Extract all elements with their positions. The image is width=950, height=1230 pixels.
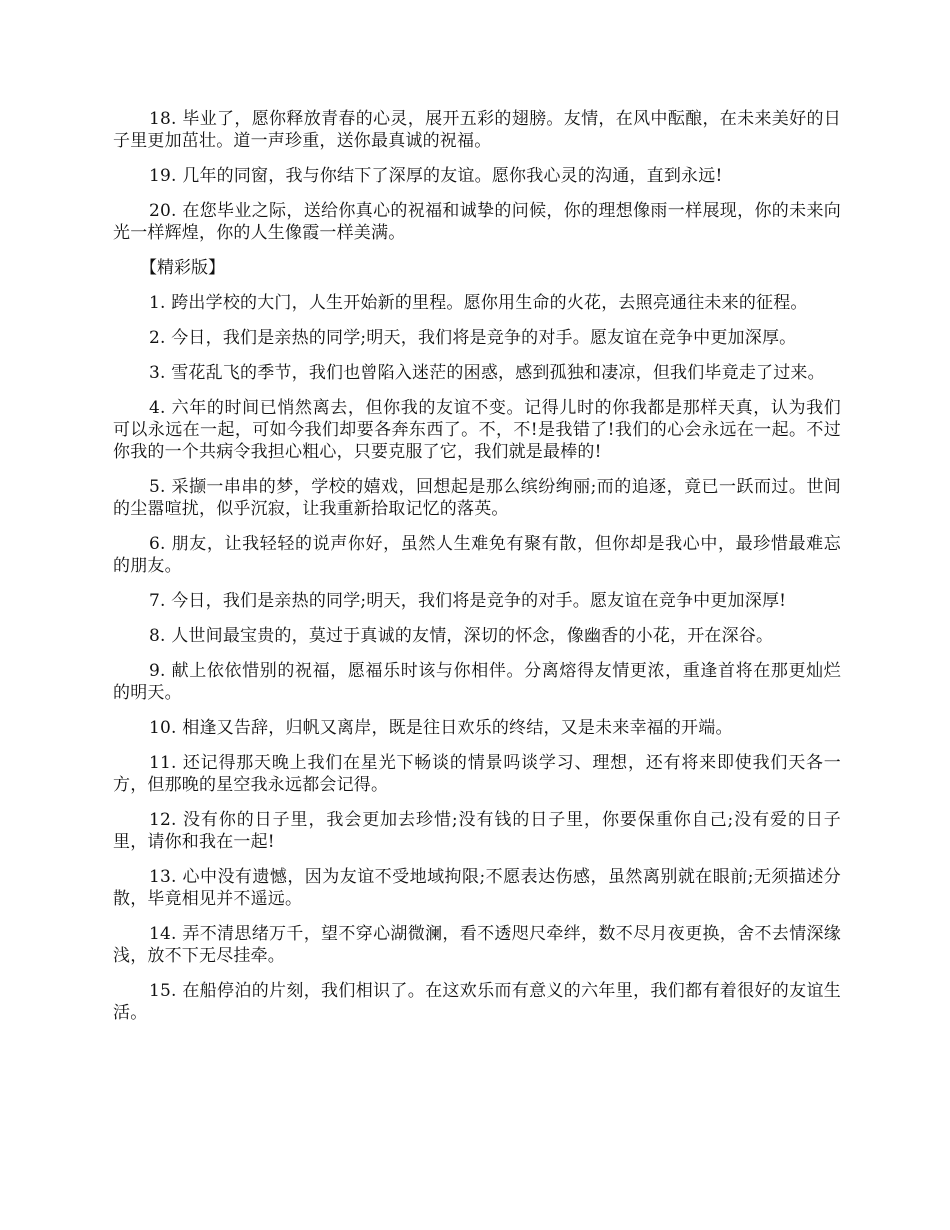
paragraph-18: 18. 毕业了，愿你释放青春的心灵，展开五彩的翅膀。友情，在风中酝酿，在未来美好的日子里更加茁壮。道一声珍重，送你最真诚的祝福。 xyxy=(113,109,841,151)
document-body xyxy=(113,108,841,1037)
paragraph-2: 2. 今日，我们是亲热的同学;明天，我们将是竞争的对手。愿友谊在竞争中更加深厚。 xyxy=(149,328,797,348)
paragraph-15: 15. 在船停泊的片刻，我们相识了。在这欢乐而有意义的六年里，我们都有着很好的友谊生活。 xyxy=(113,981,841,1023)
paragraph-3: 3. 雪花乱飞的季节，我们也曾陷入迷茫的困惑，感到孤独和凄凉，但我们毕竟走了过来。 xyxy=(149,363,825,383)
paragraph-11: 11. 还记得那天晚上我们在星光下畅谈的情景吗谈学习、理想，还有将来即使我们天各一方，但那晚的星空我永远都会记得。 xyxy=(113,753,841,795)
paragraph-5: 5. 采撷一串串的梦，学校的嬉戏，回想起是那么缤纷绚丽;而的追逐，竟已一跃而过。世间的尘嚣喧扰，似乎沉寂，让我重新拾取记忆的落英。 xyxy=(113,477,841,519)
paragraph-12: 12. 没有你的日子里，我会更加去珍惜;没有钱的日子里，你要保重你自己;没有爱的日子里，请你和我在一起! xyxy=(113,810,841,852)
paragraph-4: 4. 六年的时间已悄然离去，但你我的友谊不变。记得儿时的你我都是那样天真，认为我们可以永远在一起，可如今我们却要各奔东西了。不，不!是我错了!我们的心会永远在一起。不过你我的一个共病令我担心粗心，只要克服了它，我们就是最棒的! xyxy=(113,398,841,462)
paragraph-13: 13. 心中没有遗憾，因为友谊不受地域拘限;不愿表达伤感，虽然离别就在眼前;无须描述分散，毕竟相见并不遥远。 xyxy=(113,867,841,909)
paragraph-20: 20. 在您毕业之际，送给你真心的祝福和诚挚的问候，你的理想像雨一样展现，你的未来向光一样辉煌，你的人生像霞一样美满。 xyxy=(113,201,841,243)
paragraph-9: 9. 献上依依惜别的祝福，愿福乐时该与你相伴。分离熔得友情更浓，重逢首将在那更灿烂的明天。 xyxy=(113,661,841,703)
paragraph-19: 19. 几年的同窗，我与你结下了深厚的友谊。愿你我心灵的沟通，直到永远! xyxy=(149,166,723,186)
paragraph-8: 8. 人世间最宝贵的，莫过于真诚的友情，深切的怀念，像幽香的小花，开在深谷。 xyxy=(149,626,774,646)
paragraph-7: 7. 今日，我们是亲热的同学;明天，我们将是竞争的对手。愿友谊在竞争中更加深厚! xyxy=(149,591,787,611)
paragraph-1: 1. 跨出学校的大门，人生开始新的里程。愿你用生命的火花，去照亮通往未来的征程。 xyxy=(149,293,808,313)
paragraph-10: 10. 相逢又告辞，归帆又离岸，既是往日欢乐的终结，又是未来幸福的开端。 xyxy=(149,718,733,738)
paragraph-6: 6. 朋友，让我轻轻的说声你好，虽然人生难免有聚有散，但你却是我心中，最珍惜最难忘的朋友。 xyxy=(113,534,841,576)
section-heading: 【精彩版】 xyxy=(140,258,225,278)
paragraph-14: 14. 弄不清思绪万千，望不穿心湖微澜，看不透咫尺牵绊，数不尽月夜更换，舍不去情深缘浅，放不下无尽挂牵。 xyxy=(113,924,841,966)
